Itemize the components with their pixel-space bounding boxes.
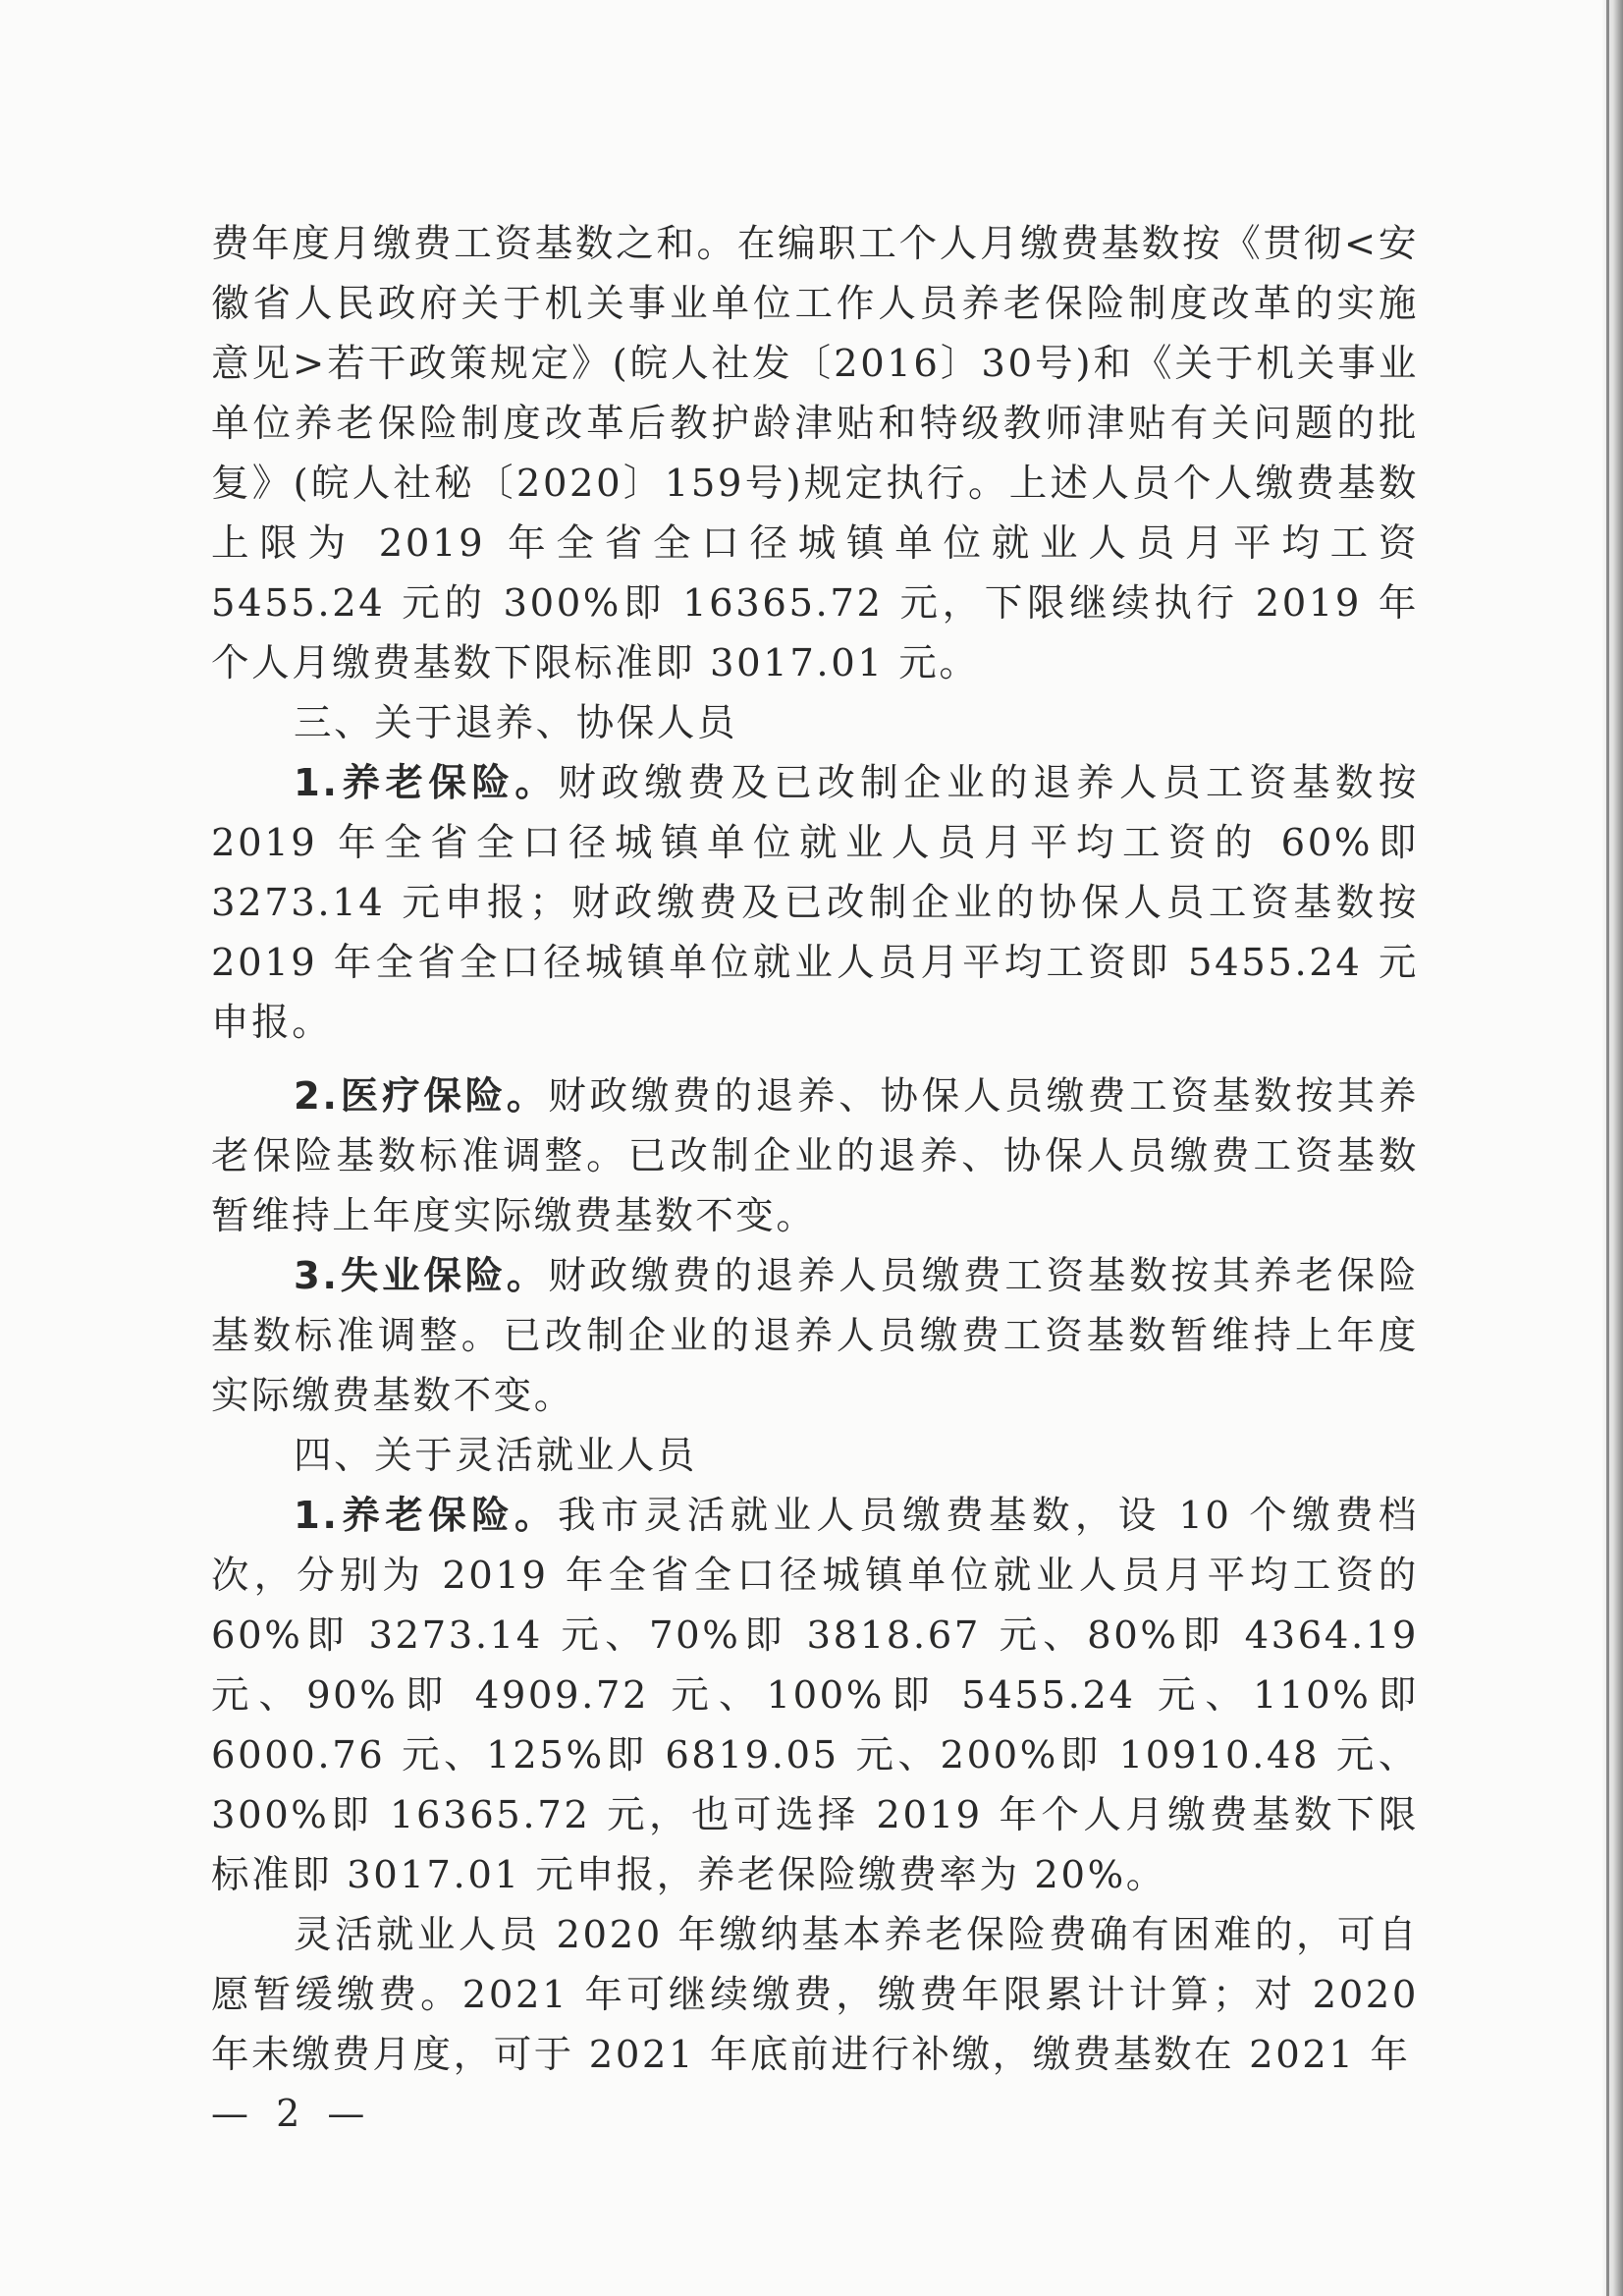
document-body xyxy=(211,214,1419,2085)
item-text: 财政缴费的退养、协保人员缴费工资基数按其养老保险基数标准调整。已改制企业的退养、协保人员缴费工资基数暂维持上年度实际缴费基数不变。 xyxy=(211,1074,1419,1238)
section-heading-retired: 三、关于退养、协保人员 xyxy=(294,701,738,745)
item-medical-retired xyxy=(211,1066,1419,1246)
item-text: 我市灵活就业人员缴费基数，设 10 个缴费档次，分别为 2019 年全省全口径城镇单位就业人员月平均工资的 60%即 3273.14 元、70%即 3818.67 元、80%即 4364.19 元、90%即 4909.72 元、100%即 5455.24 元、110%即 6000.76 元、125%即 6819.05 元、200%即 10910.48 元、300%即 16365.72 元，也可选择 2019 年个人月缴费基数下限标准即 3017.01 元申报，养老保险缴费率为 20%。 xyxy=(211,1494,1419,1897)
item-text: 财政缴费及已改制企业的退养人员工资基数按 2019 年全省全口径城镇单位就业人员月平均工资的 60%即 3273.14 元申报；财政缴费及已改制企业的协保人员工资基数按 2019 年全省全口径城镇单位就业人员月平均工资即 5455.24 元申报。 xyxy=(211,761,1419,1045)
continuation-paragraph: 费年度月缴费工资基数之和。在编职工个人月缴费基数按《贯彻<安徽省人民政府关于机关事业单位工作人员养老保险制度改革的实施意见>若干政策规定》(皖人社发〔2016〕30号)和《关于机关事业单位养老保险制度改革后教护龄津贴和特级教师津贴有关问题的批复》(皖人社秘〔2020〕159号)规定执行。上述人员个人缴费基数上限为 2019 年全省全口径城镇单位就业人员月平均工资 5455.24 元的 300%即 16365.72 元，下限继续执行 2019 年个人月缴费基数下限标准即 3017.01 元。 xyxy=(211,222,1419,685)
page-number: — 2 — xyxy=(211,2092,373,2135)
item-lead: 1.养老保险。 xyxy=(294,1494,558,1538)
item-lead: 1.养老保险。 xyxy=(294,761,559,805)
flexible-deferral-paragraph: 灵活就业人员 2020 年缴纳基本养老保险费确有困难的，可自愿暂缓缴费。2021 年可继续缴费，缴费年限累计计算；对 2020 年未缴费月度，可于 2021 年底前进行补缴，缴费基数在 2021 年 xyxy=(211,1913,1419,2077)
item-lead: 2.医疗保险。 xyxy=(294,1074,549,1119)
scan-edge-shadow xyxy=(1601,0,1623,2296)
item-unemployment-retired xyxy=(211,1246,1419,1426)
item-lead: 3.失业保险。 xyxy=(294,1254,549,1298)
section-heading-flexible: 四、关于灵活就业人员 xyxy=(294,1434,698,1478)
item-pension-retired xyxy=(211,753,1419,1053)
scan-edge-line xyxy=(1606,0,1609,2296)
item-pension-flexible xyxy=(211,1486,1419,1905)
item-text: 财政缴费的退养人员缴费工资基数按其养老保险基数标准调整。已改制企业的退养人员缴费工资基数暂维持上年度实际缴费基数不变。 xyxy=(211,1254,1419,1418)
